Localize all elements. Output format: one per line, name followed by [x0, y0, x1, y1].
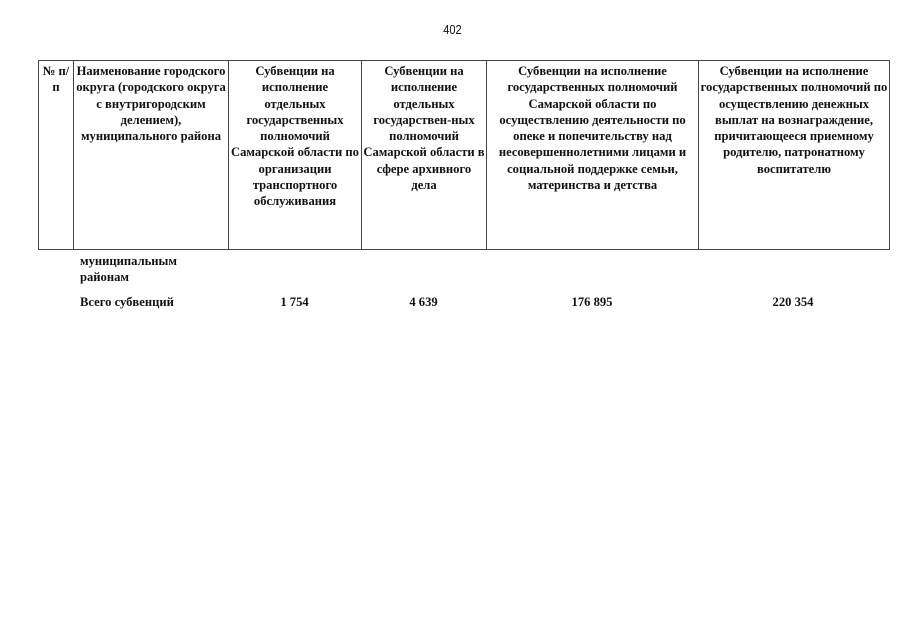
header-transport-subvention: Субвенции на исполнение отдельных государственных полномочий Самарской области по организации транспортного обслуживания [229, 61, 362, 250]
page-number: 402 [443, 22, 462, 37]
total-label: Всего субвенций [80, 295, 174, 309]
total-transport: 1 754 [280, 295, 309, 309]
total-guardianship: 176 895 [571, 295, 613, 309]
continued-label: муниципальным районам [80, 254, 177, 285]
total-row [0, 294, 905, 312]
header-archive-subvention: Субвенции на исполнение отдельных государствен-ных полномочий Самарской области в сфере архивного дела [362, 61, 487, 250]
total-archive: 4 639 [409, 295, 438, 309]
total-foster-payment: 220 354 [772, 295, 814, 309]
subventions-table-header [38, 60, 890, 250]
header-foster-payment-subvention: Субвенции на исполнение государственных полномочий по осуществлению денежных выплат на вознаграждение, причитающееся приемному родителю, патронатному воспитателю [699, 61, 890, 250]
header-guardianship-subvention: Субвенции на исполнение государственных полномочий Самарской области по осуществлению деятельности по опеке и попечительству над несовершеннолетними лицами и социальной поддержке семьи, материнства и детства [487, 61, 699, 250]
header-row-number: № п/п [39, 61, 74, 250]
header-district-name: Наименование городского округа (городского округа с внутригородским делением), муниципального района [74, 61, 229, 250]
